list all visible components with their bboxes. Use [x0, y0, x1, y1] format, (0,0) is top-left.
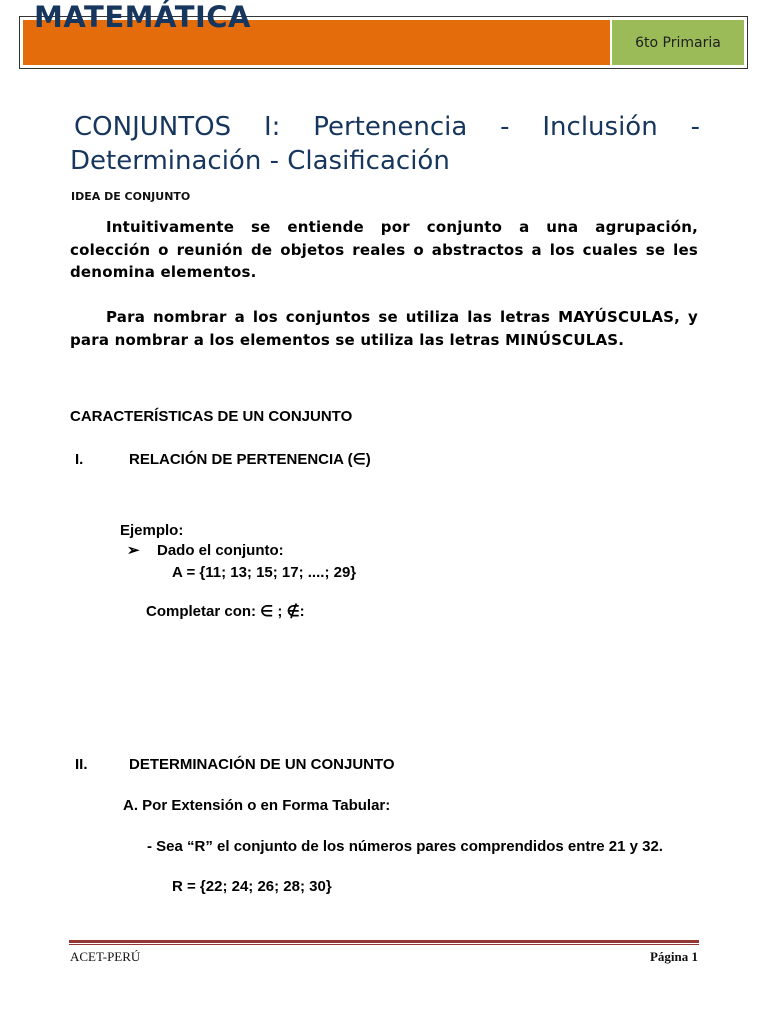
title-line-2: Determinación - Clasificación — [70, 146, 450, 176]
characteristics-heading: CARACTERÍSTICAS DE UN CONJUNTO — [70, 408, 353, 425]
title-word: - — [690, 112, 700, 142]
section-1-title: RELACIÓN DE PERTENENCIA (∈) — [129, 451, 371, 468]
title-word: CONJUNTOS — [74, 112, 232, 142]
subsection-a: A. Por Extensión o en Forma Tabular: — [123, 797, 391, 814]
set-r: R = {22; 24; 26; 28; 30} — [172, 878, 332, 895]
paragraph-naming-text: Para nombrar a los conjuntos se utiliza las letras MAYÚSCULAS, y para nombrar a los elementos se utiliza las letras MINÚSCULAS. — [70, 308, 698, 349]
example-label: Ejemplo: — [120, 522, 184, 539]
title-word: Inclusión — [542, 112, 658, 142]
section-2-title: DETERMINACIÓN DE UN CONJUNTO — [129, 756, 395, 773]
paragraph-naming — [70, 306, 698, 351]
complete-instruction: Completar con: ∈ ; ∉: — [146, 603, 305, 620]
title-word: - — [500, 112, 510, 142]
bullet-arrow-icon: ➢ — [127, 542, 140, 559]
title-word: I: — [263, 112, 281, 142]
section-heading-idea: IDEA DE CONJUNTO — [71, 190, 191, 203]
bullet-text: Dado el conjunto: — [157, 542, 284, 559]
page-title — [70, 110, 700, 178]
section-1-number: I. — [75, 451, 84, 468]
footer-page-number: Página 1 — [649, 949, 698, 964]
section-2-number: II. — [75, 756, 88, 773]
footer-rule-thick — [69, 940, 699, 943]
footer-org: ACET-PERÚ — [70, 949, 141, 964]
footer-rule-thin — [69, 944, 699, 945]
item-r-description: - Sea “R” el conjunto de los números pares comprendidos entre 21 y 32. — [147, 838, 663, 855]
brand-title: MATEMÁTICA — [34, 0, 251, 34]
grade-badge: 6to Primaria — [612, 20, 744, 65]
paragraph-definition — [70, 216, 698, 284]
paragraph-definition-text: Intuitivamente se entiende por conjunto a una agrupación, colección o reunión de objetos reales o abstractos a los cuales se les denomina elementos. — [70, 218, 698, 281]
title-line-1 — [70, 110, 700, 144]
set-a: A = {11; 13; 15; 17; ....; 29} — [172, 564, 357, 581]
title-word: Pertenencia — [313, 112, 468, 142]
